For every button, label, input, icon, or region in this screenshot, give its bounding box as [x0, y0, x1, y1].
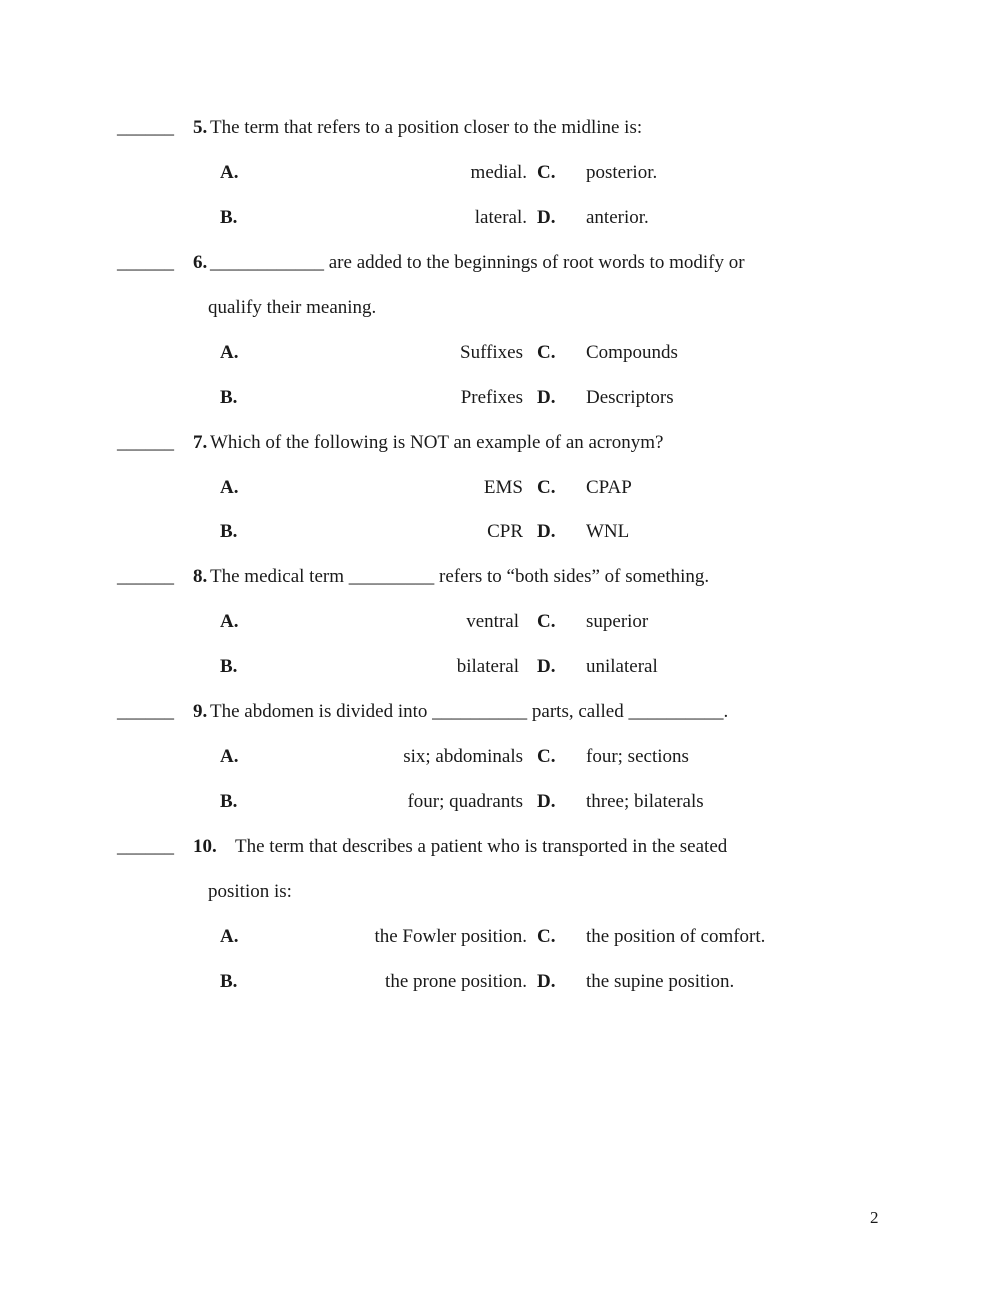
- question-number: 8.: [193, 566, 208, 587]
- option-c-text: the position of comfort.: [586, 926, 766, 947]
- option-d-label: D.: [537, 387, 556, 408]
- question-text-continuation: position is:: [208, 881, 292, 902]
- question-6-stem: [0, 248, 1000, 278]
- question-text: The medical term _________ refers to “both sides” of something.: [210, 566, 710, 587]
- option-d-text: Descriptors: [586, 387, 674, 408]
- option-d-text: WNL: [586, 521, 630, 542]
- question-number: 9.: [193, 701, 208, 722]
- question-text: Which of the following is NOT an example of an acronym?: [210, 432, 664, 453]
- question-9-options-row-1: [0, 742, 1000, 772]
- question-text-continuation: qualify their meaning.: [208, 297, 377, 318]
- question-6-options-row-2: [0, 383, 1000, 413]
- question-text: The abdomen is divided into __________ parts, called __________.: [210, 701, 729, 722]
- question-6-options-row-1: [0, 338, 1000, 368]
- question-text: ____________ are added to the beginnings of root words to modify or: [210, 252, 745, 273]
- option-d-label: D.: [537, 656, 556, 677]
- question-8-options-row-2: [0, 652, 1000, 682]
- option-a-label: A.: [220, 477, 239, 498]
- question-7-options-row-1: [0, 473, 1000, 503]
- question-6-continuation: [0, 293, 1000, 323]
- question-7-stem: [0, 428, 1000, 458]
- option-c-label: C.: [537, 926, 556, 947]
- question-text: The term that refers to a position closer to the midline is:: [210, 117, 643, 138]
- option-a-text: EMS: [483, 477, 523, 498]
- option-d-label: D.: [537, 971, 556, 992]
- option-b-text: lateral.: [474, 207, 527, 228]
- option-b-label: B.: [220, 387, 238, 408]
- question-8-options-row-1: [0, 607, 1000, 637]
- option-b-text: bilateral: [456, 656, 519, 677]
- question-10-options-row-2: [0, 967, 1000, 997]
- option-a-text: Suffixes: [460, 342, 523, 363]
- option-d-label: D.: [537, 791, 556, 812]
- option-a-text: ventral: [466, 611, 519, 632]
- option-a-label: A.: [220, 746, 239, 767]
- question-number: 10.: [193, 836, 217, 857]
- option-b-text: CPR: [487, 521, 523, 542]
- option-d-label: D.: [537, 521, 556, 542]
- answer-blank[interactable]: ______: [117, 701, 174, 722]
- question-5-options-row-1: [0, 158, 1000, 188]
- option-d-text: anterior.: [586, 207, 649, 228]
- answer-blank[interactable]: ______: [117, 432, 174, 453]
- question-7-options-row-2: [0, 517, 1000, 547]
- option-a-text: six; abdominals: [403, 746, 523, 767]
- option-b-label: B.: [220, 521, 238, 542]
- question-5-options-row-2: [0, 203, 1000, 233]
- option-b-label: B.: [220, 791, 238, 812]
- option-c-text: superior: [586, 611, 649, 632]
- answer-blank[interactable]: ______: [117, 117, 174, 138]
- option-c-label: C.: [537, 746, 556, 767]
- option-a-label: A.: [220, 611, 239, 632]
- question-number: 5.: [193, 117, 208, 138]
- option-b-text: four; quadrants: [407, 791, 523, 812]
- option-a-label: A.: [220, 162, 239, 183]
- option-b-label: B.: [220, 207, 238, 228]
- option-c-label: C.: [537, 162, 556, 183]
- option-c-label: C.: [537, 611, 556, 632]
- question-text: The term that describes a patient who is transported in the seated: [235, 836, 728, 857]
- option-c-text: four; sections: [586, 746, 689, 767]
- option-a-text: medial.: [470, 162, 527, 183]
- option-a-label: A.: [220, 342, 239, 363]
- answer-blank[interactable]: ______: [117, 566, 174, 587]
- question-number: 7.: [193, 432, 208, 453]
- option-b-text: Prefixes: [460, 387, 523, 408]
- option-c-text: posterior.: [586, 162, 658, 183]
- option-b-text: the prone position.: [385, 971, 527, 992]
- option-c-label: C.: [537, 342, 556, 363]
- option-a-text: the Fowler position.: [374, 926, 527, 947]
- option-b-label: B.: [220, 971, 238, 992]
- question-number: 6.: [193, 252, 208, 273]
- option-b-label: B.: [220, 656, 238, 677]
- question-10-options-row-1: [0, 922, 1000, 952]
- question-5-stem: [0, 113, 1000, 143]
- option-d-text: the supine position.: [586, 971, 735, 992]
- answer-blank[interactable]: ______: [117, 836, 174, 857]
- option-c-text: CPAP: [586, 477, 632, 498]
- question-9-options-row-2: [0, 787, 1000, 817]
- question-10-continuation: [0, 877, 1000, 907]
- option-a-label: A.: [220, 926, 239, 947]
- option-c-label: C.: [537, 477, 556, 498]
- option-d-text: three; bilaterals: [586, 791, 704, 812]
- answer-blank[interactable]: ______: [117, 252, 174, 273]
- option-c-text: Compounds: [586, 342, 678, 363]
- page-number: 2: [870, 1208, 879, 1227]
- option-d-text: unilateral: [586, 656, 658, 677]
- option-d-label: D.: [537, 207, 556, 228]
- question-9-stem: [0, 697, 1000, 727]
- question-8-stem: [0, 562, 1000, 592]
- question-10-stem: [0, 832, 1000, 862]
